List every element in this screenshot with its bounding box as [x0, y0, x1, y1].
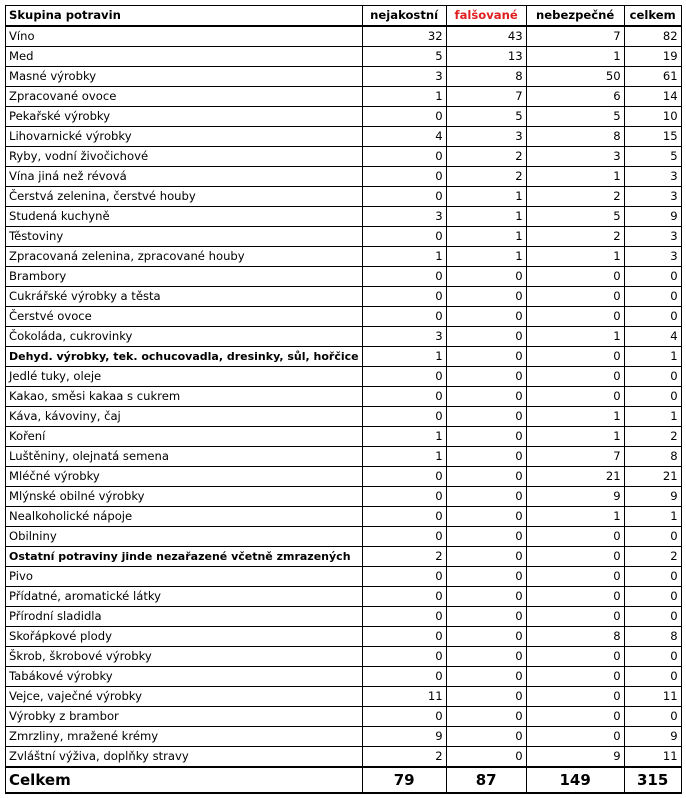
- food-group-cell: Vína jiná než révová: [6, 167, 363, 187]
- adulterated-cell: 0: [446, 487, 526, 507]
- total-cell: 15: [624, 127, 681, 147]
- adulterated-cell: 2: [446, 167, 526, 187]
- adulterated-cell: 0: [446, 447, 526, 467]
- total-cell: 2: [624, 547, 681, 567]
- adulterated-cell: 13: [446, 47, 526, 67]
- total-cell: 9: [624, 727, 681, 747]
- table-row: [6, 247, 682, 267]
- table-row: [6, 487, 682, 507]
- total-total: 315: [624, 767, 681, 793]
- total-cell: 3: [624, 227, 681, 247]
- table-row: [6, 527, 682, 547]
- food-group-cell: Ryby, vodní živočichové: [6, 147, 363, 167]
- substandard-cell: 1: [362, 87, 446, 107]
- total-cell: 0: [624, 527, 681, 547]
- substandard-cell: 1: [362, 347, 446, 367]
- substandard-cell: 0: [362, 627, 446, 647]
- total-cell: 0: [624, 367, 681, 387]
- table-row: [6, 207, 682, 227]
- total-cell: 0: [624, 607, 681, 627]
- total-dangerous: 149: [526, 767, 624, 793]
- header-adulterated: falšované: [446, 6, 526, 27]
- table-row: [6, 107, 682, 127]
- total-cell: 61: [624, 67, 681, 87]
- food-group-cell: Obilniny: [6, 527, 363, 547]
- adulterated-cell: 0: [446, 547, 526, 567]
- substandard-cell: 0: [362, 507, 446, 527]
- substandard-cell: 0: [362, 307, 446, 327]
- dangerous-cell: 0: [526, 667, 624, 687]
- dangerous-cell: 1: [526, 167, 624, 187]
- dangerous-cell: 21: [526, 467, 624, 487]
- dangerous-cell: 0: [526, 287, 624, 307]
- dangerous-cell: 0: [526, 587, 624, 607]
- dangerous-cell: 3: [526, 147, 624, 167]
- substandard-cell: 0: [362, 387, 446, 407]
- adulterated-cell: 0: [446, 607, 526, 627]
- food-group-cell: Káva, kávoviny, čaj: [6, 407, 363, 427]
- dangerous-cell: 0: [526, 567, 624, 587]
- food-group-cell: Zpracované ovoce: [6, 87, 363, 107]
- dangerous-cell: 0: [526, 687, 624, 707]
- total-cell: 0: [624, 307, 681, 327]
- food-group-cell: Čerstvé ovoce: [6, 307, 363, 327]
- total-cell: 3: [624, 247, 681, 267]
- dangerous-cell: 0: [526, 607, 624, 627]
- total-cell: 0: [624, 267, 681, 287]
- total-substandard: 79: [362, 767, 446, 793]
- substandard-cell: 2: [362, 547, 446, 567]
- total-cell: 0: [624, 567, 681, 587]
- table-row: [6, 627, 682, 647]
- table-row: [6, 587, 682, 607]
- table-row: [6, 127, 682, 147]
- food-group-cell: Škrob, škrobové výrobky: [6, 647, 363, 667]
- adulterated-cell: 0: [446, 327, 526, 347]
- dangerous-cell: 9: [526, 487, 624, 507]
- table-row: [6, 67, 682, 87]
- food-group-cell: Zvláštní výživa, doplňky stravy: [6, 747, 363, 768]
- adulterated-cell: 0: [446, 747, 526, 768]
- adulterated-cell: 0: [446, 267, 526, 287]
- header-substandard: nejakostní: [362, 6, 446, 27]
- total-row: [6, 767, 682, 793]
- dangerous-cell: 2: [526, 227, 624, 247]
- total-cell: 4: [624, 327, 681, 347]
- substandard-cell: 0: [362, 407, 446, 427]
- food-group-cell: Dehyd. výrobky, tek. ochucovadla, dresinky, sůl, hořčice: [6, 347, 363, 367]
- table-row: [6, 747, 682, 768]
- adulterated-cell: 0: [446, 427, 526, 447]
- total-cell: 10: [624, 107, 681, 127]
- food-group-cell: Zpracovaná zelenina, zpracované houby: [6, 247, 363, 267]
- substandard-cell: 0: [362, 467, 446, 487]
- table-row: [6, 387, 682, 407]
- total-cell: 19: [624, 47, 681, 67]
- food-group-cell: Studená kuchyně: [6, 207, 363, 227]
- substandard-cell: 0: [362, 367, 446, 387]
- dangerous-cell: 5: [526, 207, 624, 227]
- total-cell: 1: [624, 347, 681, 367]
- adulterated-cell: 0: [446, 287, 526, 307]
- dangerous-cell: 0: [526, 527, 624, 547]
- total-cell: 2: [624, 427, 681, 447]
- dangerous-cell: 8: [526, 127, 624, 147]
- total-cell: 82: [624, 26, 681, 47]
- total-cell: 0: [624, 287, 681, 307]
- table-row: [6, 427, 682, 447]
- substandard-cell: 0: [362, 647, 446, 667]
- substandard-cell: 0: [362, 227, 446, 247]
- dangerous-cell: 1: [526, 327, 624, 347]
- adulterated-cell: 5: [446, 107, 526, 127]
- dangerous-cell: 1: [526, 427, 624, 447]
- table-row: [6, 707, 682, 727]
- table-row: [6, 567, 682, 587]
- total-cell: 0: [624, 587, 681, 607]
- table-row: [6, 147, 682, 167]
- adulterated-cell: 7: [446, 87, 526, 107]
- substandard-cell: 3: [362, 327, 446, 347]
- table-row: [6, 347, 682, 367]
- adulterated-cell: 8: [446, 67, 526, 87]
- table-row: [6, 26, 682, 47]
- substandard-cell: 0: [362, 187, 446, 207]
- total-cell: 14: [624, 87, 681, 107]
- header-total: celkem: [624, 6, 681, 27]
- dangerous-cell: 0: [526, 727, 624, 747]
- total-cell: 11: [624, 687, 681, 707]
- adulterated-cell: 43: [446, 26, 526, 47]
- dangerous-cell: 0: [526, 267, 624, 287]
- table-row: [6, 407, 682, 427]
- table-row: [6, 447, 682, 467]
- food-group-cell: Koření: [6, 427, 363, 447]
- food-group-cell: Skořápkové plody: [6, 627, 363, 647]
- dangerous-cell: 0: [526, 707, 624, 727]
- food-group-cell: Med: [6, 47, 363, 67]
- table-body: [6, 26, 682, 767]
- adulterated-cell: 0: [446, 347, 526, 367]
- dangerous-cell: 1: [526, 507, 624, 527]
- table-row: [6, 287, 682, 307]
- dangerous-cell: 2: [526, 187, 624, 207]
- adulterated-cell: 1: [446, 187, 526, 207]
- adulterated-cell: 0: [446, 527, 526, 547]
- adulterated-cell: 0: [446, 667, 526, 687]
- total-cell: 0: [624, 707, 681, 727]
- dangerous-cell: 50: [526, 67, 624, 87]
- dangerous-cell: 0: [526, 547, 624, 567]
- dangerous-cell: 0: [526, 367, 624, 387]
- adulterated-cell: 0: [446, 407, 526, 427]
- dangerous-cell: 7: [526, 447, 624, 467]
- table-row: [6, 467, 682, 487]
- substandard-cell: 32: [362, 26, 446, 47]
- substandard-cell: 0: [362, 707, 446, 727]
- adulterated-cell: 0: [446, 707, 526, 727]
- food-group-cell: Kakao, směsi kakaa s cukrem: [6, 387, 363, 407]
- food-group-cell: Vejce, vaječné výrobky: [6, 687, 363, 707]
- total-cell: 0: [624, 647, 681, 667]
- adulterated-cell: 0: [446, 567, 526, 587]
- substandard-cell: 9: [362, 727, 446, 747]
- food-group-cell: Čokoláda, cukrovinky: [6, 327, 363, 347]
- substandard-cell: 4: [362, 127, 446, 147]
- table-row: [6, 267, 682, 287]
- total-cell: 11: [624, 747, 681, 768]
- substandard-cell: 0: [362, 527, 446, 547]
- table-row: [6, 727, 682, 747]
- table-row: [6, 187, 682, 207]
- total-cell: 21: [624, 467, 681, 487]
- food-group-cell: Masné výrobky: [6, 67, 363, 87]
- food-group-cell: Výrobky z brambor: [6, 707, 363, 727]
- table-row: [6, 307, 682, 327]
- substandard-cell: 5: [362, 47, 446, 67]
- table-row: [6, 47, 682, 67]
- food-group-cell: Luštěniny, olejnatá semena: [6, 447, 363, 467]
- adulterated-cell: 1: [446, 227, 526, 247]
- table-row: [6, 327, 682, 347]
- table-row: [6, 507, 682, 527]
- food-group-cell: Mléčné výrobky: [6, 467, 363, 487]
- substandard-cell: 0: [362, 167, 446, 187]
- table-row: [6, 547, 682, 567]
- substandard-cell: 0: [362, 567, 446, 587]
- adulterated-cell: 2: [446, 147, 526, 167]
- table-row: [6, 227, 682, 247]
- substandard-cell: 11: [362, 687, 446, 707]
- substandard-cell: 0: [362, 607, 446, 627]
- dangerous-cell: 7: [526, 26, 624, 47]
- total-cell: 0: [624, 667, 681, 687]
- substandard-cell: 1: [362, 247, 446, 267]
- food-group-cell: Pivo: [6, 567, 363, 587]
- dangerous-cell: 9: [526, 747, 624, 768]
- adulterated-cell: 0: [446, 507, 526, 527]
- substandard-cell: 0: [362, 587, 446, 607]
- adulterated-cell: 0: [446, 367, 526, 387]
- substandard-cell: 0: [362, 107, 446, 127]
- substandard-cell: 3: [362, 207, 446, 227]
- header-row: [6, 6, 682, 27]
- substandard-cell: 0: [362, 267, 446, 287]
- substandard-cell: 1: [362, 427, 446, 447]
- dangerous-cell: 5: [526, 107, 624, 127]
- food-group-cell: Mlýnské obilné výrobky: [6, 487, 363, 507]
- substandard-cell: 0: [362, 487, 446, 507]
- substandard-cell: 0: [362, 667, 446, 687]
- table-row: [6, 607, 682, 627]
- dangerous-cell: 6: [526, 87, 624, 107]
- total-cell: 9: [624, 207, 681, 227]
- dangerous-cell: 8: [526, 627, 624, 647]
- table-row: [6, 647, 682, 667]
- substandard-cell: 2: [362, 747, 446, 768]
- food-group-cell: Nealkoholické nápoje: [6, 507, 363, 527]
- dangerous-cell: 0: [526, 347, 624, 367]
- total-cell: 3: [624, 167, 681, 187]
- substandard-cell: 3: [362, 67, 446, 87]
- table-row: [6, 87, 682, 107]
- adulterated-cell: 0: [446, 587, 526, 607]
- dangerous-cell: 0: [526, 387, 624, 407]
- adulterated-cell: 0: [446, 387, 526, 407]
- food-group-cell: Víno: [6, 26, 363, 47]
- adulterated-cell: 3: [446, 127, 526, 147]
- table-row: [6, 687, 682, 707]
- total-cell: 5: [624, 147, 681, 167]
- adulterated-cell: 0: [446, 467, 526, 487]
- adulterated-cell: 0: [446, 727, 526, 747]
- total-cell: 3: [624, 187, 681, 207]
- dangerous-cell: 1: [526, 47, 624, 67]
- food-group-cell: Těstoviny: [6, 227, 363, 247]
- food-inspection-table: [5, 5, 682, 794]
- total-cell: 8: [624, 447, 681, 467]
- food-group-cell: Jedlé tuky, oleje: [6, 367, 363, 387]
- dangerous-cell: 1: [526, 247, 624, 267]
- table-row: [6, 667, 682, 687]
- substandard-cell: 0: [362, 287, 446, 307]
- total-cell: 9: [624, 487, 681, 507]
- adulterated-cell: 0: [446, 307, 526, 327]
- food-group-cell: Tabákové výrobky: [6, 667, 363, 687]
- total-label: Celkem: [6, 767, 363, 793]
- food-group-cell: Ostatní potraviny jinde nezařazené včetně zmrazených: [6, 547, 363, 567]
- header-dangerous: nebezpečné: [526, 6, 624, 27]
- adulterated-cell: 0: [446, 627, 526, 647]
- food-group-cell: Přírodní sladidla: [6, 607, 363, 627]
- food-inspection-table-wrapper: [5, 5, 682, 794]
- total-cell: 1: [624, 407, 681, 427]
- substandard-cell: 0: [362, 147, 446, 167]
- adulterated-cell: 0: [446, 647, 526, 667]
- food-group-cell: Lihovarnické výrobky: [6, 127, 363, 147]
- food-group-cell: Brambory: [6, 267, 363, 287]
- food-group-cell: Pekařské výrobky: [6, 107, 363, 127]
- table-row: [6, 367, 682, 387]
- adulterated-cell: 1: [446, 207, 526, 227]
- food-group-cell: Zmrzliny, mražené krémy: [6, 727, 363, 747]
- table-row: [6, 167, 682, 187]
- food-group-cell: Čerstvá zelenina, čerstvé houby: [6, 187, 363, 207]
- food-group-cell: Přídatné, aromatické látky: [6, 587, 363, 607]
- adulterated-cell: 0: [446, 687, 526, 707]
- total-cell: 1: [624, 507, 681, 527]
- substandard-cell: 1: [362, 447, 446, 467]
- total-cell: 8: [624, 627, 681, 647]
- total-adulterated: 87: [446, 767, 526, 793]
- adulterated-cell: 1: [446, 247, 526, 267]
- total-cell: 0: [624, 387, 681, 407]
- dangerous-cell: 1: [526, 407, 624, 427]
- header-food-group: Skupina potravin: [6, 6, 363, 27]
- food-group-cell: Cukrářské výrobky a těsta: [6, 287, 363, 307]
- dangerous-cell: 0: [526, 647, 624, 667]
- dangerous-cell: 0: [526, 307, 624, 327]
